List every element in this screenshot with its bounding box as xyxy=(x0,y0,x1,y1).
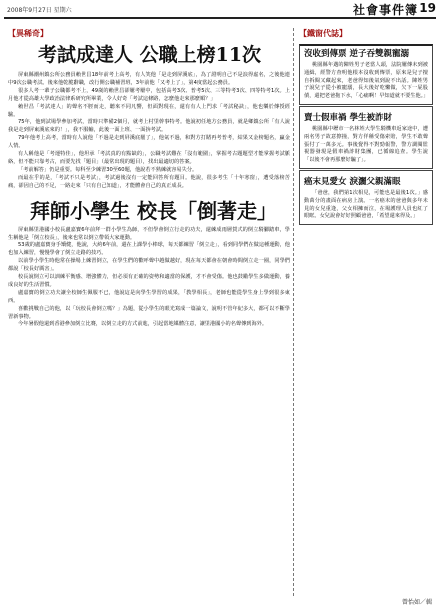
article1-body xyxy=(8,72,290,191)
article1-paragraph: 屏東縣潮州鎮公所公務員賴世昌18年前考上高考，有人笑他「是走到屏溪底」，為了證明自己不是浪得虛名，之後他連中9次公職考試。後來他乾脆辭職，改行開公職補習班，3年前他「又考上了」，第4度當起公務員。 xyxy=(8,72,290,86)
article1-paragraph: 而最在乎的是，「考試不只是考試」，考試過後沒有一定能回答所有題目。他說，很多考生「十年寒窗」，遭受落榜苦痛，卻因自己的不足，一路走來「只有自己知道」，才能體會自己的真正成長。 xyxy=(8,174,290,189)
story3-box xyxy=(299,170,433,225)
page-number: 19 xyxy=(419,1,436,15)
article2-title: 拜師小學生 校長「倒著走」 xyxy=(30,198,277,223)
column-divider xyxy=(293,28,294,596)
column-tag: 【鐵窗代誌】 xyxy=(299,29,347,38)
article2-paragraph: 以前學小學生時他常在操場上練習倒立，在學生們的歡呼聲中越做越好，現在每天都會在朝會時間倒立走一圈，同學們都說「校長好厲害」。 xyxy=(8,258,290,273)
page-header xyxy=(0,0,440,20)
article2-paragraph: 校長說倒立可以訓練平衡感、增強體力，但必須有正確的姿勢和適當的保護，才不會受傷。他也鼓勵學生多做運動，養成良好的生活習慣。 xyxy=(8,274,290,288)
article2-paragraph: 盧嘉寶的倒立功夫讓全校師生佩服不已，他說這是向學生學習的成果，「教學相長」，老師也能從學生身上學到很多東西。 xyxy=(8,289,290,304)
article2-paragraph: 53歲的盧嘉寶身手矯健，他說，大約6年前，還在上課學小棒球，每天都練習「倒立走」，看到同學們在做這種運動，他也加入練習，慢慢學會了倒立走路的技巧。 xyxy=(8,242,290,257)
article2-paragraph: 今年暑假他還到香港參加倒立比賽，以倒立走的方式前進，引起當地媒體注意，讓里港國小的名聲傳到海外。 xyxy=(18,321,268,328)
story3-title: 癌末見愛女 淚灑父親滿眼 xyxy=(304,176,401,187)
column-tag: 【異稀奇】 xyxy=(8,29,48,38)
article1-paragraph: 賴世昌「考試達人」的聲名不脛而走，聽來不同凡響，但面對現在，還有有人上門求「考試秘訣」，他也樂於傳授經驗。 xyxy=(8,103,290,118)
story2-title: 賣士假車禍 學生被詐財 xyxy=(304,112,392,123)
story1-title: 沒收到傳票 逆子吞雙親寵溺 xyxy=(304,49,409,59)
article1-paragraph: 79年他考上高考，當時有人說他「不過是走到屏溪底罷了」，他氣不過，和對方打賭再考普考，結果又金榜題名，贏金人情。 xyxy=(8,135,290,150)
story1-body: 桃園縣年邁的陳姓男子老當人頭，法院屢傳未到被通緝，經警方查明他根本沒收到傳票，原來是兒子擅自拆閱又藏起來，老爸得知後氣到說不出話。陳姓男子說兒子從小被寵溺，長大後好吃懶做，欠下一屁股債，還把老爸拖下水，「心痛啊！早知道就不要生他。」 xyxy=(304,62,429,100)
article1-title: 考試成達人 公職上榜11次 xyxy=(38,44,262,66)
article1-paragraph: 「考前解答」仍是重要。每科至少練習30至60題，他說若不熟練就容易失分。 xyxy=(18,166,198,173)
issue-date: 2008年9月27日 星期六 xyxy=(7,7,72,14)
article2-paragraph: 喜歡挑戰自己的他，以「玩校長會倒立嗎？」為題，從小學生的眼光寫成一篇論文，說明不管年紀多大，都可以不斷學習新事物。 xyxy=(8,305,290,320)
article1-paragraph: 很多人考一輩子公職都考不上，49歲的賴世昌卻屢考屢中，包括高考3次、普考5次、三等特考3次、四等特考1次。上月他才從高雄大學政治法律系研究所畢業，令人好奇「考試這條路，怎麼他走來那麼順？」 xyxy=(8,87,290,102)
section-title: 社會事件簿 xyxy=(352,3,418,17)
left-column xyxy=(8,28,290,329)
article1-paragraph: 75年，他到試場學參加考試，當時只準備2個月，就考上村里幹事特考。他說初任地方公務員，就是鄉鎮公所「有人說我是走到屏東溪底來的！」，我不服輸，此後一面上班、一面拚考試。 xyxy=(8,119,290,134)
article1-paragraph: 有人稱他是「考運特佳」，他坦承「考試真的有點缺的」，公職考試難在「沒有範圍」，掌握考古題題型才能掌握考試脈絡，但不能只靠考古，而要先找「題目」（最常出現的題目），找出最適切的答案。 xyxy=(8,151,290,165)
article2-body xyxy=(8,227,290,330)
right-column xyxy=(299,28,433,226)
story1-box xyxy=(299,44,433,105)
article2-paragraph: 屏東縣里港國小校長盧嘉寶6年前拜一群小學生為師，不但學會倒立行走的功夫，還練成雨層賀式的倒立騎腳踏車，學生稱他是「倒立校長」，後來也常以倒立帶領大家運動。 xyxy=(8,226,290,241)
story2-body: 桃園縣中壢市一名林姓大學生騎機車返家途中，遭兩名男子故意擦撞，對方佯稱受傷索賠，學生不敢聲張付了一萬多元。事後覺得不對勁報警，警方調閱監視器發現是假車禍詐財集團，已循線追查。學生說「以後不會再那麼好騙了」。 xyxy=(304,125,428,164)
editor-signature: 曾怡如／輯 xyxy=(401,599,432,606)
story3-body: 「爸爸，我們第1次相見，可能也是最後1次。」感動萬分的畫面在病房上演。一名癌末的爸爸與多年未見的女兒重逢，父女相擁而泣，在場護理人員也紅了眼眶。女兒說會好好照顧爸爸，「希望還來得及。」 xyxy=(304,189,428,220)
header-rule xyxy=(4,17,436,19)
story2-box xyxy=(299,106,433,169)
